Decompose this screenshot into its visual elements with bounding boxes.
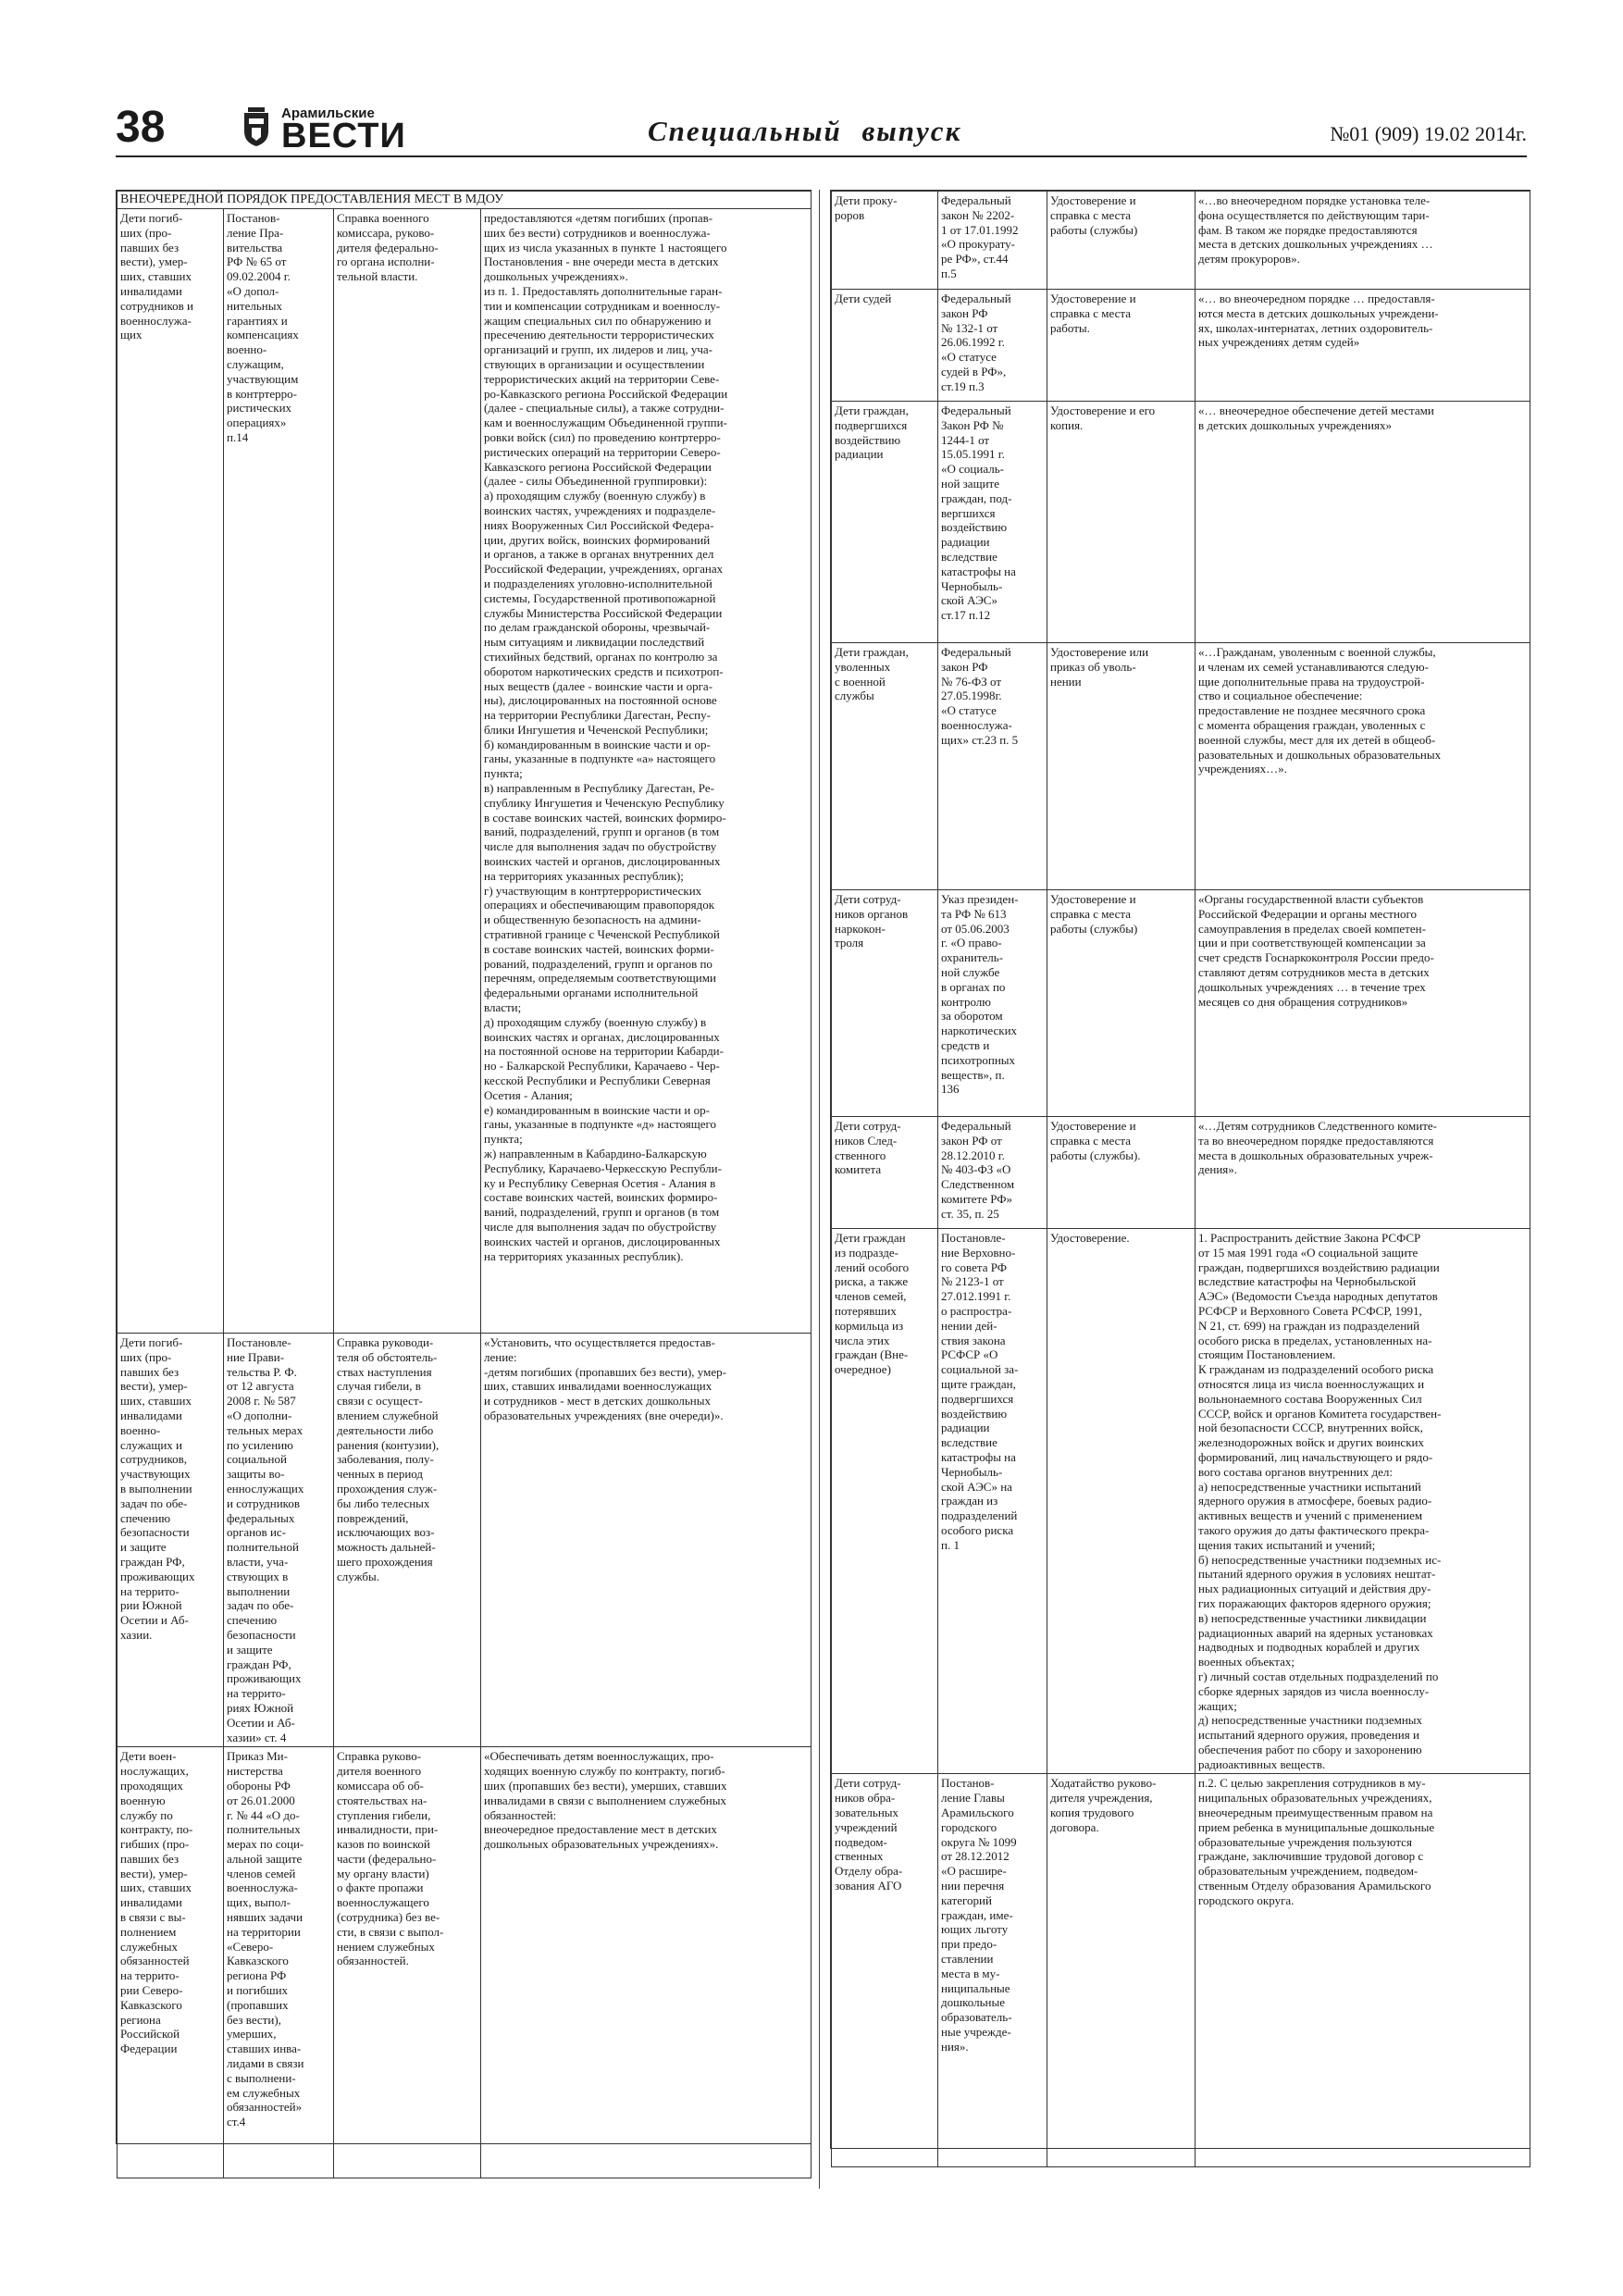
proof-cell: Справка руководи- теля об обстоятель- ствах наступления случая гибели, в связи с осущест- влением служебной деятельности либо ранения (контузии), заболевания, полу- ченных в период прохождения служ- бы либо телесных повреждений, исключающих воз- можность дальней- шего прохождения службы. bbox=[334, 1334, 481, 1747]
right-table bbox=[831, 191, 1530, 2167]
edition-title: Специальный выпуск bbox=[648, 115, 962, 147]
text-cell: «Обеспечивать детям военнослужащих, про- ходящих военную службу по контракту, погиб- ших (пропавших без вести), умерших, ставших инвалидами в связи с выполнением служебных обязанностей: внеочередное предоставление мест в детских дошкольных образовательных учреждениях». bbox=[481, 1747, 812, 2178]
table-row bbox=[832, 1117, 1530, 1229]
text-cell: «Органы государственной власти субъектов Российской Федерации и органы местного самоуправления в пределах своей компетен- ции и при соответствующей компенсации за счет средств Госнаркоконтроля России предо- ставляют детям сотрудников места в детских дошкольных учреждениях … в течение трех месяцев со дня обращения сотрудников» bbox=[1196, 890, 1530, 1117]
proof-cell: Справка руково- дителя военного комиссара об об- стоятельствах на- ступления гибели, инвалидности, при- казов по воинской части (федерально- му органу власти) о факте пропажи военнослужащего (сотрудника) без ве- сти, в связи с выпол- нением служебных обязанностей. bbox=[334, 1747, 481, 2178]
category-cell: Дети сотруд- ников обра- зовательных учреждений подведом- ственных Отделу обра- зования АГО bbox=[832, 1774, 938, 2167]
logo-big-text: ВЕСТИ bbox=[281, 117, 406, 155]
proof-cell: Удостоверение. bbox=[1047, 1229, 1196, 1774]
section-title-row bbox=[118, 192, 812, 209]
document-cell: Постанов- ление Главы Арамильского городского округа № 1099 от 28.12.2012 «О расшире- нии перечня категорий граждан, име- ющих льготу при предо- ставлении места в му- ниципальные дошкольные образователь- ные учрежде- ния». bbox=[938, 1774, 1047, 2167]
proof-cell: Удостоверение и справка с места работы (службы). bbox=[1047, 1117, 1196, 1229]
table-row bbox=[118, 209, 812, 1334]
category-cell: Дети сотруд- ников органов наркокон- троля bbox=[832, 890, 938, 1117]
proof-cell: Ходатайство руково- дителя учреждения, копия трудового договора. bbox=[1047, 1774, 1196, 2167]
proof-cell: Удостоверение и справка с места работы. bbox=[1047, 290, 1196, 402]
category-cell: Дети граждан, подвергшихся воздействию радиации bbox=[832, 402, 938, 643]
category-cell: Дети погиб- ших (про- павших без вести), умер- ших, ставших инвалидами военно- служащих и сотрудников, участвующих в выполнении задач по обе- спечению безопасности и защите граждан РФ, проживающих на террито- рии Южной Осетии и Аб- хазии. bbox=[118, 1334, 224, 1747]
document-cell: Приказ Ми- нистерства обороны РФ от 26.01.2000 г. № 44 «О до- полнительных мерах по соци- альной защите членов семей военнослужа- щих, выпол- нявших задачи на территории «Северо- Кавказского региона РФ и погибших (пропавших без вести), умерших, ставших инва- лидами в связи с выполнени- ем служебных обязанностей» ст.4 bbox=[224, 1747, 334, 2178]
newspaper-logo bbox=[241, 105, 518, 157]
text-cell: «… во внеочередном порядке … предоставля- ются места в детских дошкольных учреждени- ях, школах-интернатах, летних оздоровитель- ных учреждениях детям судей» bbox=[1196, 290, 1530, 402]
proof-cell: Удостоверение и его копия. bbox=[1047, 402, 1196, 643]
issue-number-date: №01 (909) 19.02 2014г. bbox=[1330, 122, 1527, 145]
proof-cell: Удостоверение или приказ об уволь- нении bbox=[1047, 643, 1196, 890]
proof-cell: Справка военного комиссара, руково- дителя федерально- го органа исполни- тельной власти. bbox=[334, 209, 481, 1334]
text-cell: «Установить, что осуществляется предостав- ление: -детям погибших (пропавших без вести), умер- ших, ставших инвалидами военнослужащих и сотрудников - мест в детских дошкольных образовательных учреждениях (вне очереди)». bbox=[481, 1334, 812, 1747]
table-row bbox=[832, 1774, 1530, 2167]
table-row bbox=[832, 890, 1530, 1117]
text-cell: «…Детям сотрудников Следственного комите- та во внеочередном порядке предоставляются места в дошкольных образовательных учреж- дения». bbox=[1196, 1117, 1530, 1229]
document-cell: Указ президен- та РФ № 613 от 05.06.2003 г. «О право- охранитель- ной службе в органах по контролю за оборотом наркотических средств и психотропных веществ», п. 136 bbox=[938, 890, 1047, 1117]
left-table bbox=[117, 191, 812, 2178]
proof-cell: Удостоверение и справка с места работы (службы) bbox=[1047, 192, 1196, 290]
table-row bbox=[118, 1334, 812, 1747]
document-cell: Федеральный закон РФ № 76-ФЗ от 27.05.1998г. «О статусе военнослужа- щих» ст.23 п. 5 bbox=[938, 643, 1047, 890]
category-cell: Дети судей bbox=[832, 290, 938, 402]
text-cell: предоставляются «детям погибших (пропав- ших без вести) сотрудников и военнослужа- щих из числа указанных в пункте 1 настоящего Постановления - вне очереди места в детских дошкольных учреждениях». из п. 1. Предоставлять дополнительные гаран- тии и компенсации сотрудникам и военнослу- жащим специальных сил по обнаружению и пресечению деятельности террористических организаций и групп, их лидеров и лиц, уча- ствующих в организации и осуществлении террористических акций на территории Севе- ро-Кавказского региона Российской Федерации (далее - специальные силы), а также сотрудни- кам и военнослужащим Объединенной группи- ровки войск (сил) по проведению контртерро- ристических операций на территории Северо- Кавказского региона Российской Федерации (далее - силы Объединенной группировки): а) проходящим службу (военную службу) в воинских частях, учреждениях и подразделе- ниях Вооруженных Сил Российской Федера- ции, других войск, воинских формирований и органов, а также в органах внутренних дел Российской Федерации, учреждениях, органах и подразделениях уголовно-исполнительной системы, Государственной противопожарной службы Министерства Российской Федерации по делам гражданской обороны, чрезвычай- ным ситуациям и ликвидации последствий стихийных бедствий, органах по контролю за оборотом наркотических средств и психотроп- ных веществ (далее - воинские части и орга- ны), дислоцированных на постоянной основе на территории Республики Дагестан, Респу- блики Ингушетия и Чеченской Республики; б) командированным в воинские части и ор- ганы, указанные в подпункте «а» настоящего пункта; в) направленным в Республику Дагестан, Ре- спублику Ингушетия и Чеченскую Республику в составе воинских частей, воинских формиро- ваний, подразделений, групп и органов (в том числе для выполнения задач по обустройству воинских частей и органов, дислоцированных на территориях указанных республик); г) участвующим в контртеррористических операциях и обеспечивающим правопорядок и общественную безопасность на админи- стративной границе с Чеченской Республикой в составе воинских частей, воинских форми- рований, подразделений, групп и органов по перечням, определяемым соответствующими федеральными органами исполнительной власти; д) проходящим службу (военную службу) в воинских частях и органах, дислоцированных на постоянной основе на территории Кабарди- но - Балкарской Республики, Карачаево - Чер- кесской Республики и Республики Северная Осетия - Алания; е) командированным в воинские части и ор- ганы, указанные в подпункте «д» настоящего пункта; ж) направленным в Кабардино-Балкарскую Республику, Карачаево-Черкесскую Республи- ку и Республику Северная Осетия - Алания в составе воинских частей, воинских формиро- ваний, подразделений, групп и органов (в том числе для выполнения задач по обустройству воинских частей и органов, дислоцированных на территориях указанных республик). bbox=[481, 209, 812, 1334]
text-cell: п.2. С целью закрепления сотрудников в му- ниципальных образовательных учреждениях, внеочередным преимущественным правом на прием ребенка в муниципальные дошкольные образовательные учреждения пользуются граждане, заключившие трудовой договор с образовательным учреждением, подведом- ственным Отделу образования Арамильского городского округа. bbox=[1196, 1774, 1530, 2167]
header-rule bbox=[116, 155, 1527, 157]
coat-of-arms-icon bbox=[241, 107, 272, 148]
left-column-table bbox=[116, 190, 812, 2144]
document-cell: Постановле- ние Прави- тельства Р. Ф. от 12 августа 2008 г. № 587 «О дополни- тельных мерах по усилению социальной защиты во- еннослужащих и сотрудников федеральных органов ис- полнительной власти, уча- ствующих в выполнении задач по обе- спечению безопасности и защите граждан РФ, проживающих на террито- риях Южной Осетии и Аб- хазии» ст. 4 bbox=[224, 1334, 334, 1747]
logo-small-text: Арамильские bbox=[281, 105, 375, 121]
text-cell: «…во внеочередном порядке установка теле- фона осуществляется по действующим тари- фам. В таком же порядке предоставляются места в детских дошкольных учреждениях … детям прокуроров». bbox=[1196, 192, 1530, 290]
table-row bbox=[832, 192, 1530, 290]
text-cell: «…Гражданам, уволенным с военной службы, и членам их семей устанавливаются следую- щие дополнительные права на трудоустрой- ство и социальное обеспечение: предоставление не позднее месячного срока с момента обращения граждан, уволенных с военной службы, мест для их детей в общеоб- разовательных и дошкольных образовательных учреждениях…». bbox=[1196, 643, 1530, 890]
text-cell: 1. Распространить действие Закона РСФСР от 15 мая 1991 года «О социальной защите граждан, подвергшихся воздействию радиации вследствие катастрофы на Чернобыльской АЭС» (Ведомости Съезда народных депутатов РСФСР и Верховного Совета РСФСР, 1991, N 21, ст. 699) на граждан из подразделений особого риска в пределах, установленных на- стоящим Постановлением. К гражданам из подразделений особого риска относятся лица из числа военнослужащих и вольнонаемного состава Вооруженных Сил СССР, войск и органов Комитета государствен- ной безопасности СССР, внутренних войск, железнодорожных войск и других воинских формирований, лиц начальствующего и рядо- вого состава органов внутренних дел: а) непосредственные участники испытаний ядерного оружия в атмосфере, боевых радио- активных веществ и учений с применением такого оружия до даты фактического прекра- щения таких испытаний и учений; б) непосредственные участники подземных ис- пытаний ядерного оружия в условиях нештат- ных радиационных ситуаций и действия дру- гих поражающих факторов ядерного оружия; в) непосредственные участники ликвидации радиационных аварий на ядерных установках надводных и подводных кораблей и других военных объектах; г) личный состав отдельных подразделений по сборке ядерных зарядов из числа военнослу- жащих; д) непосредственные участники подземных испытаний ядерного оружия, проведения и обеспечения работ по сбору и захоронению радиоактивных веществ. bbox=[1196, 1229, 1530, 1774]
right-column-table bbox=[830, 190, 1530, 2149]
document-cell: Федеральный закон РФ № 132-1 от 26.06.1992 г. «О статусе судей в РФ», ст.19 п.3 bbox=[938, 290, 1047, 402]
table-row bbox=[118, 1747, 812, 2178]
section-title: ВНЕОЧЕРЕДНОЙ ПОРЯДОК ПРЕДОСТАВЛЕНИЯ МЕСТ В МДОУ bbox=[118, 192, 812, 209]
category-cell: Дети сотруд- ников След- ственного комитета bbox=[832, 1117, 938, 1229]
table-row bbox=[832, 290, 1530, 402]
category-cell: Дети погиб- ших (про- павших без вести), умер- ших, ставших инвалидами сотрудников и военнослужа- щих bbox=[118, 209, 224, 1334]
table-row bbox=[832, 643, 1530, 890]
document-cell: Федеральный закон № 2202- 1 от 17.01.1992 «О прокурату- ре РФ», ст.44 п.5 bbox=[938, 192, 1047, 290]
table-row bbox=[832, 402, 1530, 643]
table-row bbox=[832, 1229, 1530, 1774]
category-cell: Дети граждан, уволенных с военной службы bbox=[832, 643, 938, 890]
category-cell: Дети воен- нослужащих, проходящих военную службу по контракту, по- гибших (про- павших без вести), умер- ших, ставших инвалидами в связи с вы- полнением служебных обязанностей на террито- рии Северо- Кавказского региона Российской Федерации bbox=[118, 1747, 224, 2178]
category-cell: Дети граждан из подразде- лений особого риска, а также членов семей, потерявших кормильца из числа этих граждан (Вне- очередное) bbox=[832, 1229, 938, 1774]
document-cell: Постановле- ние Верховно- го совета РФ № 2123-1 от 27.012.1991 г. о распростра- нении дей- ствия закона РСФСР «О социальной за- щите граждан, подвергшихся воздействию радиации вследствие катастрофы на Чернобыль- ской АЭС» на граждан из подразделений особого риска п. 1 bbox=[938, 1229, 1047, 1774]
proof-cell: Удостоверение и справка с места работы (службы) bbox=[1047, 890, 1196, 1117]
column-separator bbox=[819, 190, 820, 2189]
page-header bbox=[116, 102, 1527, 157]
document-cell: Федеральный Закон РФ № 1244-1 от 15.05.1991 г. «О социаль- ной защите граждан, под- вергшихся воздействию радиации вследствие катастрофы на Чернобыль- ской АЭС» ст.17 п.12 bbox=[938, 402, 1047, 643]
page-number: 38 bbox=[116, 103, 166, 152]
document-cell: Постанов- ление Пра- вительства РФ № 65 от 09.02.2004 г. «О допол- нительных гарантиях и компенсациях военно- служащим, участвующим в контртерро- ристических операциях» п.14 bbox=[224, 209, 334, 1334]
document-cell: Федеральный закон РФ от 28.12.2010 г. № 403-ФЗ «О Следственном комитете РФ» ст. 35, п. 25 bbox=[938, 1117, 1047, 1229]
text-cell: «… внеочередное обеспечение детей местами в детских дошкольных учреждениях» bbox=[1196, 402, 1530, 643]
category-cell: Дети проку- роров bbox=[832, 192, 938, 290]
